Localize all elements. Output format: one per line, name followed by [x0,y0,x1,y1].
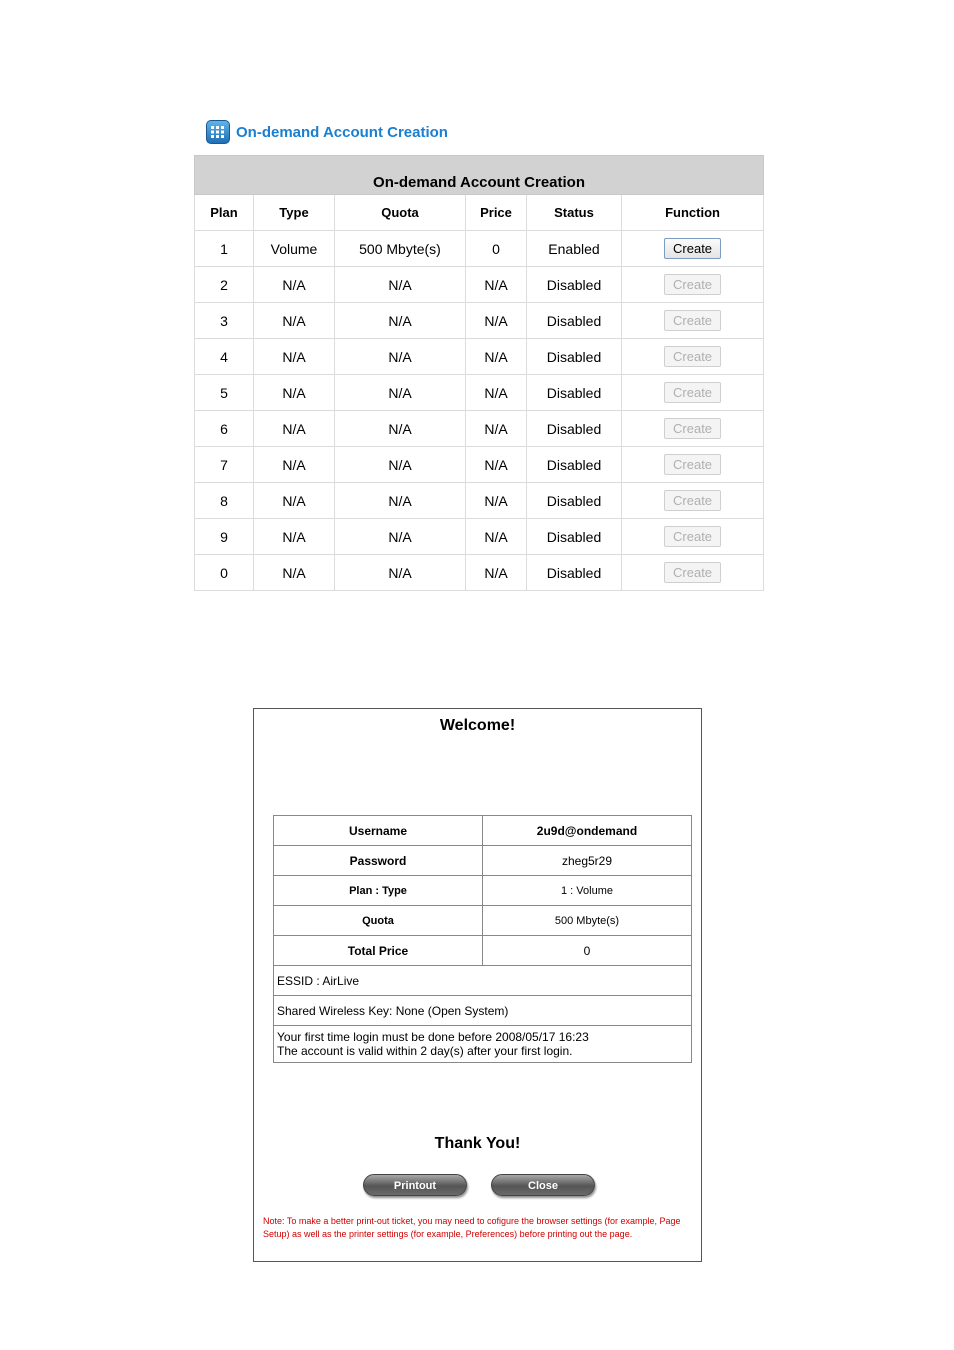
cell-type: N/A [254,555,335,591]
section-title [206,119,448,145]
cell-function [622,555,764,591]
cell-status: Disabled [527,339,622,375]
cell-quota: N/A [335,303,466,339]
account-info-table [273,815,692,1063]
cell-quota: 500 Mbyte(s) [335,231,466,267]
cell-status: Disabled [527,519,622,555]
table-row [274,966,692,996]
cell-plan: 2 [195,267,254,303]
create-button[interactable]: Create [664,274,721,295]
cell-price: N/A [466,339,527,375]
cell-status: Disabled [527,411,622,447]
login-validity-text [274,1026,692,1063]
cell-type: N/A [254,483,335,519]
cell-function [622,303,764,339]
cell-plan: 3 [195,303,254,339]
table-row [274,1026,692,1063]
create-button[interactable]: Create [664,562,721,583]
create-button[interactable]: Create [664,346,721,367]
cell-plan: 4 [195,339,254,375]
cell-price: N/A [466,483,527,519]
cell-type: N/A [254,411,335,447]
close-button[interactable]: Close [491,1174,595,1196]
column-header-status: Status [527,195,622,231]
create-button[interactable]: Create [664,526,721,547]
cell-function [622,483,764,519]
table-row [274,936,692,966]
cell-status: Disabled [527,555,622,591]
cell-price: N/A [466,555,527,591]
column-header-quota: Quota [335,195,466,231]
cell-quota: N/A [335,267,466,303]
table-row [195,483,764,519]
cell-type: N/A [254,519,335,555]
total-price-label: Total Price [274,936,483,966]
cell-quota: N/A [335,555,466,591]
cell-type: N/A [254,303,335,339]
essid-text: ESSID : AirLive [274,966,692,996]
cell-plan: 5 [195,375,254,411]
cell-status: Disabled [527,303,622,339]
username-label: Username [274,816,483,846]
column-header-plan: Plan [195,195,254,231]
printout-button[interactable]: Printout [363,1174,467,1196]
cell-function [622,411,764,447]
cell-quota: N/A [335,447,466,483]
plan-type-value: 1 : Volume [483,876,692,906]
table-row [274,996,692,1026]
table-row [195,411,764,447]
username-value: 2u9d@ondemand [483,816,692,846]
table-row [195,519,764,555]
quota-value: 500 Mbyte(s) [483,906,692,936]
cell-quota: N/A [335,339,466,375]
cell-price: 0 [466,231,527,267]
account-plan-table [194,155,764,591]
table-row [195,339,764,375]
create-button[interactable]: Create [664,418,721,439]
cell-quota: N/A [335,519,466,555]
cell-price: N/A [466,375,527,411]
table-row [195,447,764,483]
table-row [274,876,692,906]
password-label: Password [274,846,483,876]
cell-plan: 1 [195,231,254,267]
table-row [195,231,764,267]
cell-status: Enabled [527,231,622,267]
welcome-heading: Welcome! [439,717,516,734]
page-title: On-demand Account Creation [236,123,448,141]
wireless-key-text: Shared Wireless Key: None (Open System) [274,996,692,1026]
print-note: Note: To make a better print-out ticket, you may need to cofigure the browser settings (for example, Page Setup) as well as the printer settings (for example, Preferences) before printing out the page. [263,1216,681,1239]
table-row [274,906,692,936]
cell-plan: 8 [195,483,254,519]
cell-status: Disabled [527,447,622,483]
cell-function [622,339,764,375]
cell-type: N/A [254,267,335,303]
cell-type: N/A [254,339,335,375]
create-button[interactable]: Create [664,454,721,475]
cell-function [622,231,764,267]
cell-quota: N/A [335,483,466,519]
table-row [195,303,764,339]
cell-quota: N/A [335,411,466,447]
cell-type: N/A [254,447,335,483]
column-header-function: Function [622,195,764,231]
cell-plan: 6 [195,411,254,447]
create-button[interactable]: Create [664,310,721,331]
login-deadline-line: Your first time login must be done before 2008/05/17 16:23 [277,1030,589,1044]
cell-price: N/A [466,267,527,303]
table-row [195,267,764,303]
cell-function [622,267,764,303]
cell-status: Disabled [527,483,622,519]
table-row [195,555,764,591]
create-button[interactable]: Create [664,490,721,511]
cell-plan: 7 [195,447,254,483]
create-button[interactable]: Create [664,382,721,403]
cell-status: Disabled [527,375,622,411]
table-row [274,816,692,846]
cell-type: N/A [254,375,335,411]
table-row [274,846,692,876]
column-header-price: Price [466,195,527,231]
column-header-type: Type [254,195,335,231]
table-caption: On-demand Account Creation [195,156,764,195]
cell-status: Disabled [527,267,622,303]
quota-label: Quota [274,906,483,936]
cell-price: N/A [466,303,527,339]
cell-plan: 9 [195,519,254,555]
create-button[interactable]: Create [664,238,721,259]
thank-you-heading: Thank You! [434,1135,521,1152]
cell-price: N/A [466,519,527,555]
grid-icon [206,120,230,144]
total-price-value: 0 [483,936,692,966]
table-row [195,375,764,411]
cell-function [622,375,764,411]
cell-quota: N/A [335,375,466,411]
account-ticket [253,708,702,1262]
cell-price: N/A [466,447,527,483]
cell-plan: 0 [195,555,254,591]
cell-price: N/A [466,411,527,447]
cell-function [622,447,764,483]
cell-function [622,519,764,555]
password-value: zheg5r29 [483,846,692,876]
validity-period-line: The account is valid within 2 day(s) after your first login. [277,1044,573,1058]
plan-type-label: Plan : Type [274,876,483,906]
cell-type: Volume [254,231,335,267]
